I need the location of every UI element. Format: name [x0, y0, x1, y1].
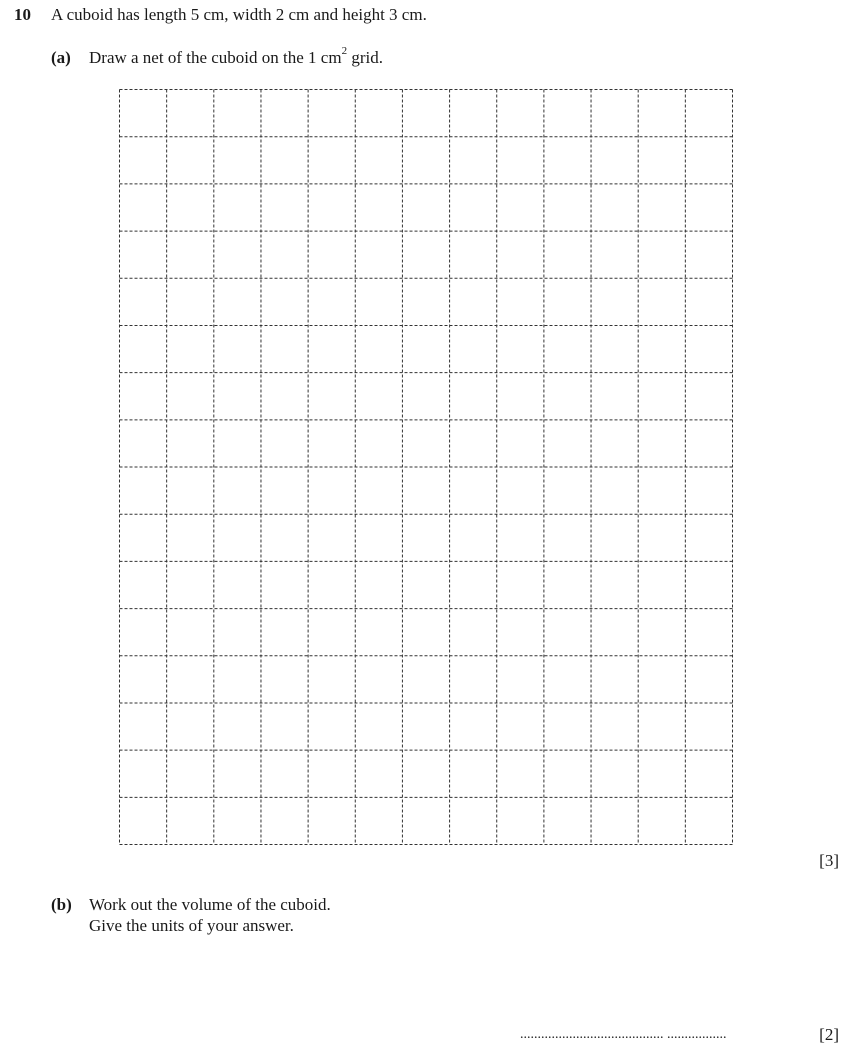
- part-b-instruction-1: Work out the volume of the cuboid.: [89, 895, 331, 914]
- part-a-text-after: grid.: [347, 48, 383, 67]
- question-number: 10: [14, 5, 31, 24]
- part-b-label: (b): [51, 895, 72, 914]
- part-a-instruction: [89, 45, 383, 68]
- part-b-marks: [2]: [819, 1025, 839, 1044]
- part-a-superscript: 2: [341, 45, 348, 58]
- answer-line[interactable]: ......................................... .................: [520, 1027, 727, 1042]
- part-a-label: (a): [51, 48, 71, 67]
- centimetre-grid[interactable]: [119, 89, 733, 845]
- question-stem: A cuboid has length 5 cm, width 2 cm and height 3 cm.: [51, 5, 427, 24]
- grid-svg[interactable]: [119, 89, 733, 845]
- part-a-text-before: Draw a net of the cuboid on the 1 cm: [89, 48, 342, 67]
- part-a-marks: [3]: [819, 851, 839, 870]
- part-b-instruction-2: Give the units of your answer.: [89, 916, 294, 935]
